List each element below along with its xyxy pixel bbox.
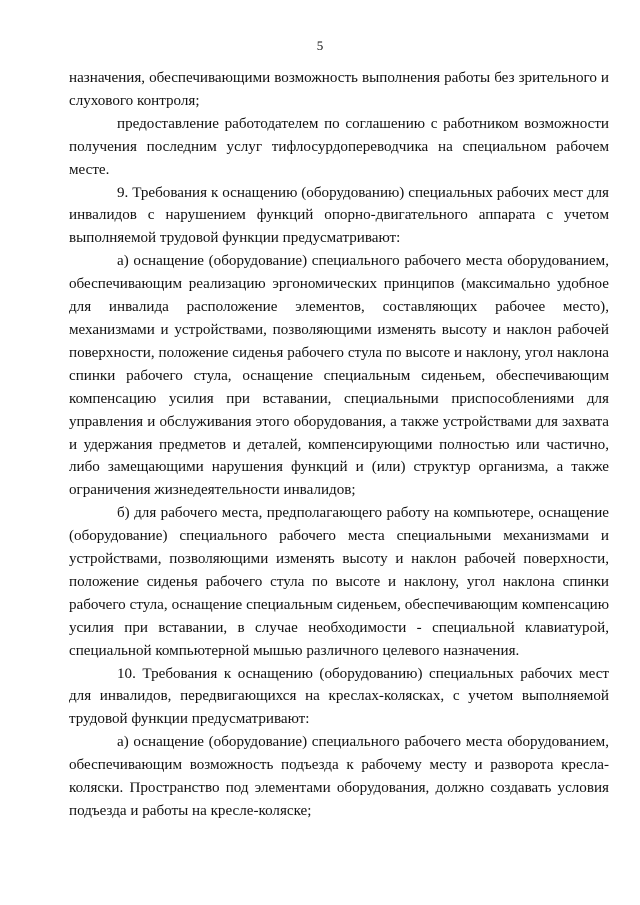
document-body bbox=[69, 67, 609, 823]
paragraph-clause-9b: б) для рабочего места, предполагающего работу на компьютере, оснащение (оборудование) специального рабочего места специальными механизмами и устройствами, позволяющими изменять высоту и наклон рабочей поверхности, положение сиденья рабочего стула по высоте и наклону, угол наклона спинки рабочего стула, оснащение специальным сиденьем, обеспечивающим компенсацию усилия при вставании, в случае необходимости - специальной клавиатурой, специальной компьютерной мышью различного целевого назначения. bbox=[69, 505, 609, 659]
paragraph-clause-10: 10. Требования к оснащению (оборудованию) специальных рабочих мест для инвалидов, передвигающихся на креслах-колясках, с учетом выполняемой трудовой функции предусматривают: bbox=[69, 665, 609, 728]
paragraph-clause-9: 9. Требования к оснащению (оборудованию) специальных рабочих мест для инвалидов с нарушением функций опорно-двигательного аппарата с учетом выполняемой трудовой функции предусматривают: bbox=[69, 184, 609, 247]
paragraph-clause-10a: а) оснащение (оборудование) специального рабочего места оборудованием, обеспечивающим возможность подъезда к рабочему месту и разворота кресла-коляски. Пространство под элементами оборудования, должно создавать условия подъезда и работы на кресле-коляске; bbox=[69, 734, 609, 819]
page-number: 5 bbox=[316, 38, 324, 53]
paragraph-tiflo-service: предоставление работодателем по соглашению с работником возможности получения последним услуг тифлосурдопереводчика на специальном рабочем месте. bbox=[69, 115, 609, 178]
paragraph-continuation: назначения, обеспечивающими возможность выполнения работы без зрительного и слухового контроля; bbox=[69, 70, 609, 109]
paragraph-clause-9a: а) оснащение (оборудование) специального рабочего места оборудованием, обеспечивающим реализацию эргономических принципов (максимально удобное для инвалида расположение элементов, составляющих рабочее место), механизмами и устройствами, позволяющими изменять высоту и наклон рабочей поверхности, положение сиденья рабочего стула по высоте и наклону, угол наклона спинки рабочего стула, оснащение специальным сиденьем, обеспечивающим компенсацию усилия при вставании, специальными приспособлениями для управления и обслуживания этого оборудования, а также устройствами для захвата и удержания предметов и деталей, компенсирующими полностью или частично, либо замещающими нарушения функций и (или) структур организма, а также ограничения жизнедеятельности инвалидов; bbox=[69, 253, 609, 499]
